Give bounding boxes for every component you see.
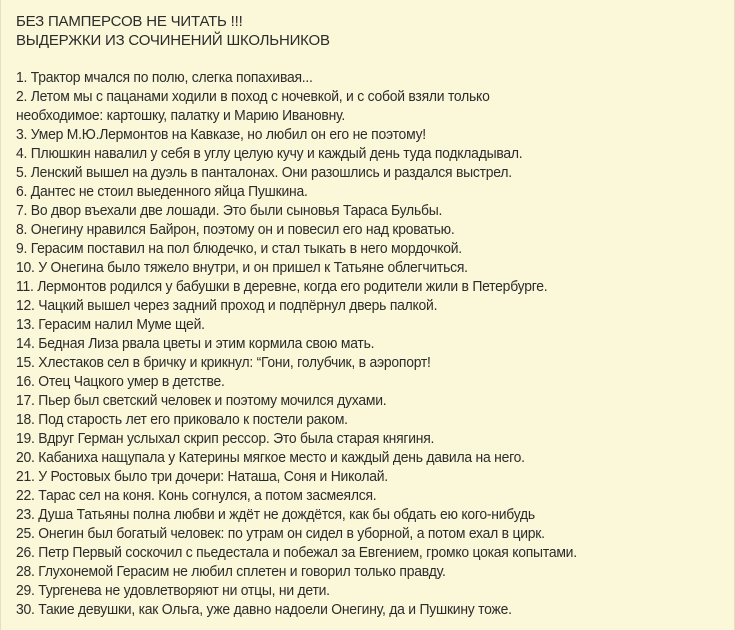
list-item: 13. Герасим налил Муме щей. (16, 317, 205, 333)
list-item: 29. Тургенева не удовлетворяют ни отцы, ни дети. (16, 583, 330, 599)
list-item: 22. Тарас сел на коня. Конь согнулся, а потом засмеялся. (16, 488, 377, 504)
list-item: 12. Чацкий вышел через задний проход и подпёрнул дверь палкой. (16, 298, 438, 314)
list-item: 3. Умер М.Ю.Лермонтов на Кавказе, но любил он его не поэтому! (16, 127, 426, 143)
blank-line (16, 50, 726, 69)
quotes-list (16, 69, 726, 620)
list-item: 9. Герасим поставил на пол блюдечко, и стал тыкать в него мордочкой. (16, 241, 462, 257)
post-title-line-1: БЕЗ ПАМПЕРСОВ НЕ ЧИТАТЬ !!! (16, 13, 243, 30)
list-item: 4. Плюшкин навалил у себя в углу целую кучу и каждый день туда подкладывал. (16, 146, 523, 162)
list-item: 25. Онегин был богатый человек: по утрам он сидел в уборной, а потом ехал в цирк. (16, 526, 545, 542)
list-item: 30. Такие девушки, как Ольга, уже давно надоели Онегину, да и Пушкину тоже. (16, 602, 512, 618)
list-item: 11. Лермонтов родился у бабушки в деревне, когда его родители жили в Петербурге. (16, 279, 548, 295)
list-item: 23. Душа Татьяны полна любви и ждёт не дождётся, как бы обдать ею кого-нибудь (16, 507, 535, 523)
list-item: необходимое: картошку, палатку и Марию Ивановну. (16, 108, 345, 124)
list-item: 26. Петр Первый соскочил с пьедестала и побежал за Евгением, громко цокая копытами. (16, 545, 577, 561)
list-item: 21. У Ростовых было три дочери: Наташа, Соня и Николай. (16, 469, 388, 485)
post-title-line-2: ВЫДЕРЖКИ ИЗ СОЧИНЕНИЙ ШКОЛЬНИКОВ (16, 32, 330, 49)
list-item: 15. Хлестаков сел в бричку и крикнул: “Гони, голубчик, в аэропорт! (16, 355, 431, 371)
list-item: 8. Онегину нравился Байрон, поэтому он и повесил его над кроватью. (16, 222, 455, 238)
list-item: 2. Летом мы с пацанами ходили в поход с ночевкой, и с собой взяли только (16, 89, 490, 105)
list-item: 19. Вдруг Герман услыхал скрип рессор. Это была старая княгиня. (16, 431, 435, 447)
list-item: 20. Кабаниха нащупала у Катерины мягкое место и каждый день давила на него. (16, 450, 525, 466)
list-item: 14. Бедная Лиза рвала цветы и этим кормила свою мать. (16, 336, 375, 352)
list-item: 7. Во двор въехали две лошади. Это были сыновья Тараса Бульбы. (16, 203, 443, 219)
list-item: 16. Отец Чацкого умер в детстве. (16, 374, 225, 390)
list-item: 6. Дантес не стоил выеденного яйца Пушкина. (16, 184, 308, 200)
post-body (16, 12, 726, 620)
list-item: 10. У Онегина было тяжело внутри, и он пришел к Татьяне облегчиться. (16, 260, 468, 276)
list-item: 28. Глухонемой Герасим не любил сплетен и говорил только правду. (16, 564, 446, 580)
list-item: 18. Под старость лет его приковало к постели раком. (16, 412, 348, 428)
list-item: 17. Пьер был светский человек и поэтому мочился духами. (16, 393, 387, 409)
list-item: 5. Ленский вышел на дуэль в панталонах. Они разошлись и раздался выстрел. (16, 165, 512, 181)
list-item: 1. Трактор мчался по полю, слегка попахивая... (16, 70, 313, 86)
